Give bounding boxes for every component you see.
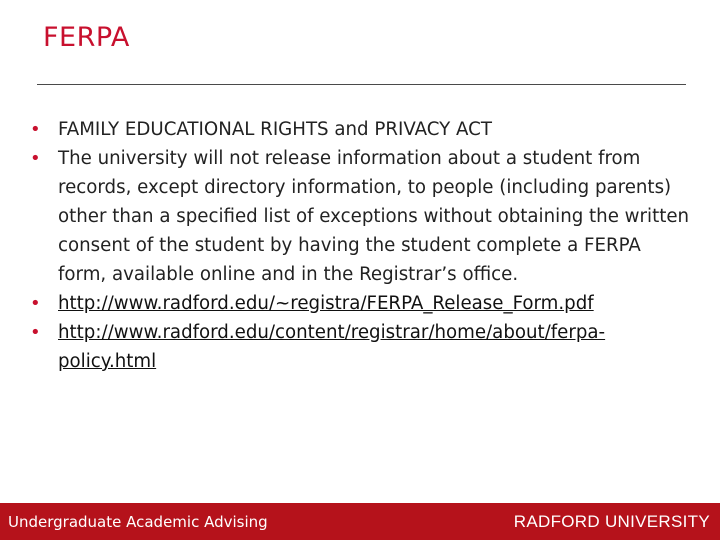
- footer-department-label: Undergraduate Academic Advising: [8, 513, 268, 531]
- bullet-dot-icon: •: [30, 148, 41, 169]
- ferpa-policy-link[interactable]: http://www.radford.edu/content/registrar/home/about/ferpa-policy.html: [58, 322, 606, 372]
- ferpa-release-form-link[interactable]: http://www.radford.edu/~registra/FERPA_Release_Form.pdf: [58, 293, 594, 314]
- slide-title: FERPA: [43, 22, 130, 53]
- bullet-list: [30, 115, 690, 376]
- bullet-item: [30, 289, 690, 318]
- bullet-item: [30, 318, 690, 376]
- bullet-dot-icon: •: [30, 322, 41, 343]
- bullet-text: The university will not release information about a student from records, except directory information, to people (including parents) other than a specified list of exceptions without obtaining the written consent of the student by having the student complete a FERPA form, available online and in the Registrar’s office.: [58, 148, 690, 285]
- university-logo-text: RADFORD UNIVERSITY: [513, 512, 710, 531]
- bullet-text: FAMILY EDUCATIONAL RIGHTS and PRIVACY ACT: [58, 119, 492, 140]
- bullet-dot-icon: •: [30, 119, 41, 140]
- bullet-dot-icon: •: [30, 293, 41, 314]
- title-divider: [37, 84, 686, 85]
- bullet-item: [30, 144, 690, 289]
- bullet-item: [30, 115, 690, 144]
- footer-bar: [0, 503, 720, 540]
